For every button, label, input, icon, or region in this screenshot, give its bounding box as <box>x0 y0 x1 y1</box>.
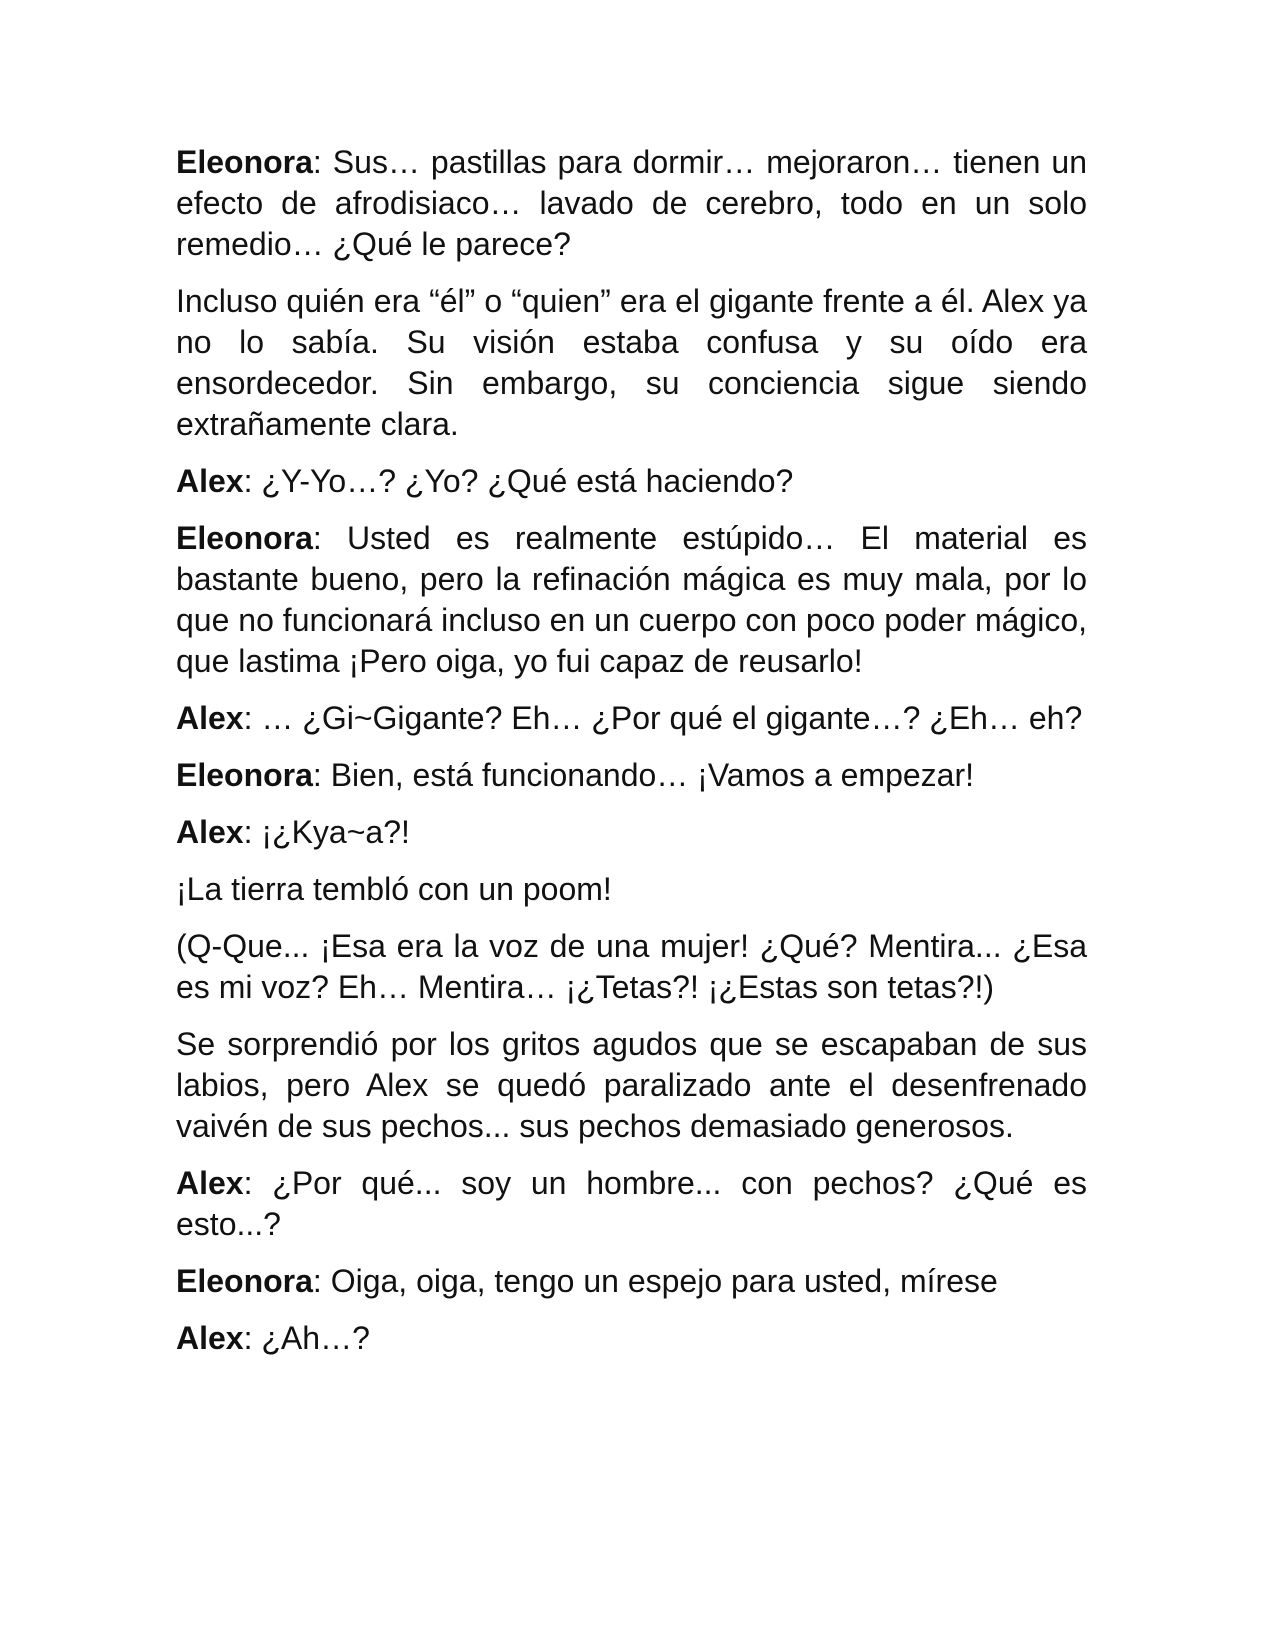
dialogue-paragraph <box>176 518 1087 682</box>
paragraph-text: ¿Por qué... soy un hombre... con pechos? ¿Qué es esto...? <box>176 1165 1088 1242</box>
speaker-name: Alex <box>176 1320 244 1356</box>
speaker-separator: : <box>243 700 262 736</box>
paragraph-text: ¡¿Kya~a?! <box>261 814 410 850</box>
dialogue-paragraph <box>176 461 1087 502</box>
speaker-name: Eleonora <box>176 144 313 180</box>
paragraph-text: ¡La tierra tembló con un poom! <box>176 871 612 907</box>
dialogue-paragraph <box>176 1261 1087 1302</box>
paragraph-text: Se sorprendió por los gritos agudos que se escapaban de sus labios, pero Alex se quedó paralizado ante el desenfrenado vaivén de sus pechos... sus pechos demasiado generosos. <box>176 1026 1087 1144</box>
paragraph-text: Usted es realmente estúpido… El material es bastante bueno, pero la refinación mágica es muy mala, por lo que no funcionará incluso en un cuerpo con poco poder mágico, que lastima ¡Pero oiga, yo fui capaz de reusarlo! <box>176 520 1088 679</box>
dialogue-paragraph <box>176 142 1087 265</box>
paragraph-text: (Q-Que... ¡Esa era la voz de una mujer! ¿Qué? Mentira... ¿Esa es mi voz? Eh… Mentira… ¡¿Tetas?! ¡¿Estas son tetas?!) <box>176 928 1087 1005</box>
speaker-separator: : <box>243 1320 262 1356</box>
speaker-separator: : <box>243 1165 273 1201</box>
speaker-separator: : <box>312 1263 331 1299</box>
dialogue-paragraph <box>176 755 1087 796</box>
narration-paragraph <box>176 1024 1087 1147</box>
paragraph-text: … ¿Gi~Gigante? Eh… ¿Por qué el gigante…? ¿Eh… eh? <box>261 700 1083 736</box>
speaker-name: Eleonora <box>176 1263 313 1299</box>
paragraph-text: Sus… pastillas para dormir… mejoraron… tienen un efecto de afrodisiaco… lavado de cerebro, todo en un solo remedio… ¿Qué le parece? <box>176 144 1088 262</box>
speaker-separator: : <box>312 757 331 793</box>
speaker-separator: : <box>243 463 262 499</box>
speaker-name: Alex <box>176 700 244 736</box>
paragraph-text: ¿Ah…? <box>261 1320 370 1356</box>
dialogue-paragraph <box>176 698 1087 739</box>
paragraph-text: ¿Y-Yo…? ¿Yo? ¿Qué está haciendo? <box>261 463 794 499</box>
narration-paragraph <box>176 869 1087 910</box>
speaker-name: Alex <box>176 463 244 499</box>
narration-paragraph <box>176 281 1087 445</box>
paragraph-text: Incluso quién era “él” o “quien” era el gigante frente a él. Alex ya no lo sabía. Su visión estaba confusa y su oído era ensordecedor. Sin embargo, su conciencia sigue siendo extrañamente clara. <box>176 283 1087 442</box>
speaker-separator: : <box>312 520 348 556</box>
dialogue-paragraph <box>176 1163 1087 1245</box>
thought-paragraph <box>176 926 1087 1008</box>
document-page <box>176 142 1087 1375</box>
speaker-name: Alex <box>176 814 244 850</box>
dialogue-paragraph <box>176 812 1087 853</box>
dialogue-paragraph <box>176 1318 1087 1359</box>
paragraph-text: Bien, está funcionando… ¡Vamos a empezar! <box>330 757 975 793</box>
speaker-separator: : <box>243 814 262 850</box>
speaker-name: Eleonora <box>176 520 313 556</box>
speaker-name: Eleonora <box>176 757 313 793</box>
paragraph-text: Oiga, oiga, tengo un espejo para usted, mírese <box>330 1263 998 1299</box>
speaker-name: Alex <box>176 1165 244 1201</box>
speaker-separator: : <box>312 144 333 180</box>
